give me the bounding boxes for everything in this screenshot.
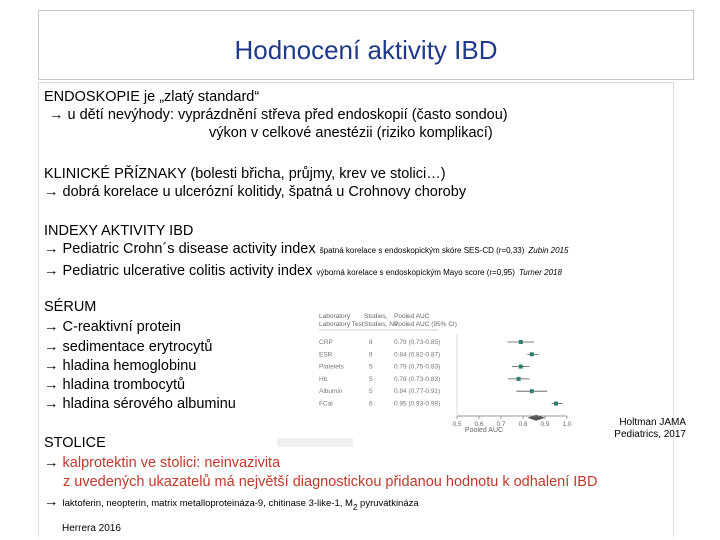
endoscopy-line-2: → u dětí nevýhody: vyprázdnění střeva před endoskopií (často sondou) — [49, 107, 508, 123]
x-tick-label: 0.6 — [474, 421, 484, 428]
studies-count: 6 — [369, 400, 373, 408]
reference-herrera: Herrera 2016 — [62, 523, 121, 534]
indices-item-1-note: špatná korelace s endoskopickým skóre SES-CD (r=0,33) — [319, 246, 525, 255]
stool-item-1 — [44, 454, 280, 472]
serum-item: → hladina trombocytů — [44, 377, 186, 393]
auc-value: 0.84 (0.77-0.91) — [394, 388, 441, 396]
endoscopy-line-1 — [44, 88, 259, 106]
serum-item: → hladina sérového albuminu — [44, 396, 236, 412]
point-marker — [554, 402, 558, 406]
serum-item: → C-reaktivní protein — [44, 319, 181, 335]
figure-caption-blur — [277, 438, 353, 447]
x-axis-label: Pooled AUC — [464, 427, 504, 434]
reference-holtman: Holtman JAMA Pediatrics, 2017 — [614, 417, 686, 440]
indices-item-1 — [44, 240, 568, 260]
x-tick-label: 1.0 — [562, 421, 572, 428]
stool-arrow: → — [44, 455, 63, 471]
test-label: CRP — [319, 339, 333, 346]
title-box — [38, 10, 694, 80]
indices-heading: INDEXY AKTIVITY IBD — [44, 223, 194, 239]
studies-count: 5 — [369, 363, 373, 371]
auc-value: 0.84 (0.82-0.87) — [394, 351, 441, 359]
serum-heading: SÉRUM — [44, 299, 97, 315]
point-marker — [519, 340, 523, 344]
test-label: FCal — [319, 400, 333, 408]
slide-title: Hodnocení aktivity IBD — [234, 35, 498, 65]
stool-item-2 — [44, 493, 419, 517]
endoscopy-heading: ENDOSKOPIE — [44, 89, 140, 105]
auc-value: 0.78 (0.73-0.83) — [394, 375, 441, 383]
header-auc: Pooled AUC (95% CI) — [394, 321, 457, 328]
endoscopy-text: je „zlatý standard“ — [139, 89, 260, 105]
x-tick-label: 0.7 — [496, 421, 506, 428]
x-tick-label: 0.5 — [452, 421, 462, 428]
point-marker — [530, 389, 534, 393]
indices-item-2 — [44, 262, 562, 282]
studies-count: 8 — [369, 339, 373, 346]
stool-item-2-end: pyruvátkináza — [357, 498, 419, 509]
indices-item-2-label: → Pediatric ulcerative colitis activity index — [44, 263, 313, 279]
auc-value: 0.95 (0.93-0.98) — [394, 400, 441, 408]
test-label: Hb — [319, 375, 328, 383]
header-auc: Pooled AUC — [394, 313, 430, 320]
endoscopy-line-3: výkon v celkové anestézii (riziko komplikací) — [209, 125, 493, 141]
clinical-line-1 — [44, 165, 446, 183]
stool-heading: STOLICE — [44, 435, 106, 451]
studies-count: 8 — [369, 351, 373, 359]
test-label: ESR — [319, 351, 333, 359]
point-marker — [517, 377, 521, 381]
point-marker — [519, 365, 523, 369]
serum-item: → hladina hemoglobinu — [44, 358, 197, 374]
stool-item-1-continuation: z uvedených ukazatelů má největší diagnostickou přidanou hodnotu k odhalení IBD — [63, 474, 598, 490]
header-studies: Studies, No. — [364, 321, 400, 328]
stool-item-2-text: laktoferin, neopterin, matrix metalloproteináza-9, chitinase 3-like-1, M — [62, 498, 353, 509]
x-tick-label: 0.8 — [518, 421, 528, 428]
header-studies: Studies, — [364, 313, 388, 320]
studies-count: 5 — [369, 375, 373, 383]
indices-item-2-ref: Turner 2018 — [518, 268, 562, 277]
header-test: Laboratory — [319, 313, 351, 320]
clinical-text: (bolesti břicha, průjmy, krev ve stolici…) — [186, 166, 446, 182]
forest-plot — [273, 306, 583, 452]
point-marker — [530, 352, 534, 356]
auc-value: 0.79 (0.75-0.83) — [394, 363, 441, 371]
clinical-heading: KLINICKÉ PŘÍZNAKY — [44, 166, 187, 182]
clinical-line-2: → dobrá korelace u ulcerózní kolitidy, špatná u Crohnovy choroby — [44, 184, 467, 200]
serum-item: → sedimentace erytrocytů — [44, 339, 213, 355]
stool-item-1-text: kalprotektin ve stolici: neinvazivita — [62, 455, 281, 471]
indices-item-1-ref: Zubin 2015 — [528, 246, 569, 255]
indices-item-1-label: → Pediatric Crohn´s disease activity index — [44, 241, 316, 257]
test-label: Platelets — [319, 363, 344, 371]
x-tick-label: 0.9 — [540, 421, 550, 428]
indices-item-2-note: výborná korelace s endoskopickým Mayo score (r=0,95) — [316, 268, 515, 277]
header-test: Laboratory Test — [319, 321, 364, 328]
stool-item-2-arrow: → — [44, 494, 59, 510]
auc-value: 0.79 (0.73-0.85) — [394, 339, 441, 346]
stool-item-2-subscript: 2 — [352, 502, 358, 512]
studies-count: 5 — [369, 388, 373, 396]
test-label: Albumin — [319, 388, 343, 396]
